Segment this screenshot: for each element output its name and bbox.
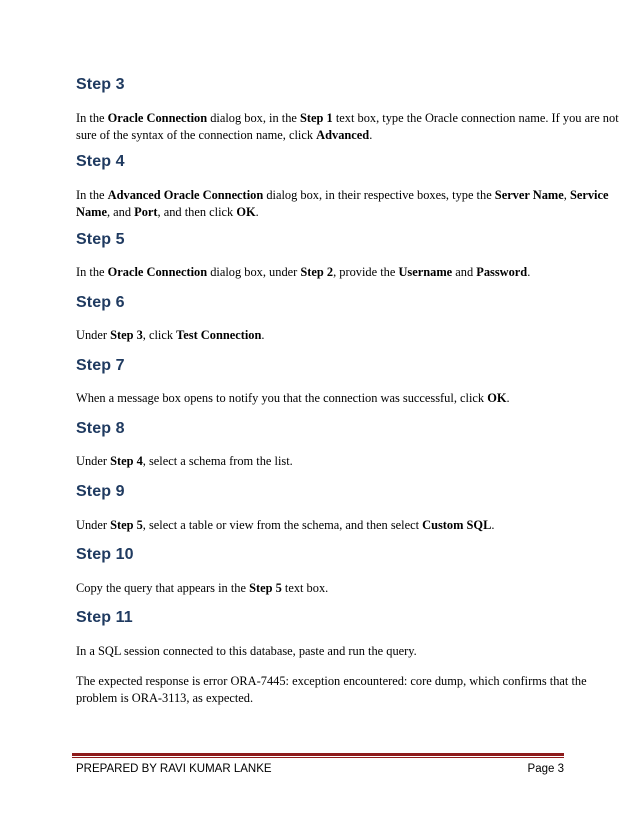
step-heading: Step 10 (76, 546, 134, 563)
text-run: , and then click (157, 205, 237, 219)
text-run: . (506, 391, 510, 405)
text-run: . (527, 265, 531, 279)
step-paragraph (76, 517, 624, 534)
text-run: When a message box opens to notify you that the connection was successful, click (76, 391, 488, 405)
step-heading: Step 5 (76, 231, 125, 248)
text-run: , and (106, 205, 135, 219)
text-run: In a SQL session connected to this database, paste and run the query. (76, 644, 417, 658)
text-run: , select a table or view from the schema, and then select (142, 518, 423, 532)
bold-term: Step 1 (300, 111, 333, 125)
text-run: Copy the query that appears in the (76, 581, 250, 595)
bold-term: Step 3 (110, 328, 143, 342)
bold-term: Service Name (76, 188, 609, 219)
bold-term: Username (398, 265, 453, 279)
text-run: , provide the (333, 265, 399, 279)
text-run: . (369, 128, 373, 142)
text-run: and (452, 265, 477, 279)
step-heading: Step 3 (76, 76, 125, 93)
bold-term: Port (134, 205, 158, 219)
step-heading: Step 9 (76, 483, 125, 500)
step-paragraph (76, 187, 624, 221)
footer-divider-thin (72, 757, 564, 758)
text-run: The expected response is error ORA-7445: exception encountered: core dump, which confirms that the problem is ORA-3113, as expected. (76, 674, 587, 705)
text-run: . (255, 205, 259, 219)
bold-term: OK (487, 391, 507, 405)
footer-author: PREPARED BY RAVI KUMAR LANKE (76, 763, 272, 775)
text-run: Under (76, 454, 111, 468)
text-run: . (491, 518, 495, 532)
step-heading: Step 7 (76, 357, 125, 374)
text-run: In the (76, 111, 108, 125)
bold-term: Oracle Connection (107, 265, 208, 279)
text-run: . (261, 328, 265, 342)
bold-term: Step 4 (110, 454, 143, 468)
bold-term: Step 2 (300, 265, 334, 279)
text-run: dialog box, in their respective boxes, type the (263, 188, 495, 202)
step-heading: Step 6 (76, 294, 125, 311)
step-paragraph (76, 264, 624, 281)
text-run: , (563, 188, 570, 202)
text-run: dialog box, in the (207, 111, 301, 125)
step-paragraph (76, 673, 624, 707)
text-run: dialog box, under (207, 265, 301, 279)
bold-term: Oracle Connection (107, 111, 208, 125)
step-paragraph (76, 327, 624, 344)
bold-term: Step 5 (249, 581, 282, 595)
step-paragraph (76, 580, 624, 597)
step-paragraph (76, 643, 624, 660)
text-run: In the (76, 188, 108, 202)
step-paragraph (76, 390, 624, 407)
bold-term: OK (236, 205, 256, 219)
bold-term: Server Name (494, 188, 564, 202)
bold-term: Test Connection (176, 328, 262, 342)
step-paragraph (76, 110, 624, 144)
text-run: Under (76, 328, 111, 342)
step-heading: Step 11 (76, 609, 133, 626)
step-paragraph (76, 453, 624, 470)
step-heading: Step 8 (76, 420, 125, 437)
text-run: Under (76, 518, 111, 532)
bold-term: Advanced Oracle Connection (107, 188, 264, 202)
page-number: Page 3 (527, 763, 564, 775)
text-run: , select a schema from the list. (142, 454, 293, 468)
bold-term: Advanced (316, 128, 370, 142)
text-run: In the (76, 265, 108, 279)
step-heading: Step 4 (76, 153, 125, 170)
text-run: text box, type the Oracle connection name. If you are not sure of the syntax of the connection name, click (76, 111, 619, 142)
bold-term: Password (476, 265, 528, 279)
footer-divider (72, 753, 564, 756)
text-run: text box. (281, 581, 329, 595)
bold-term: Step 5 (110, 518, 143, 532)
bold-term: Custom SQL (422, 518, 492, 532)
text-run: , click (142, 328, 177, 342)
